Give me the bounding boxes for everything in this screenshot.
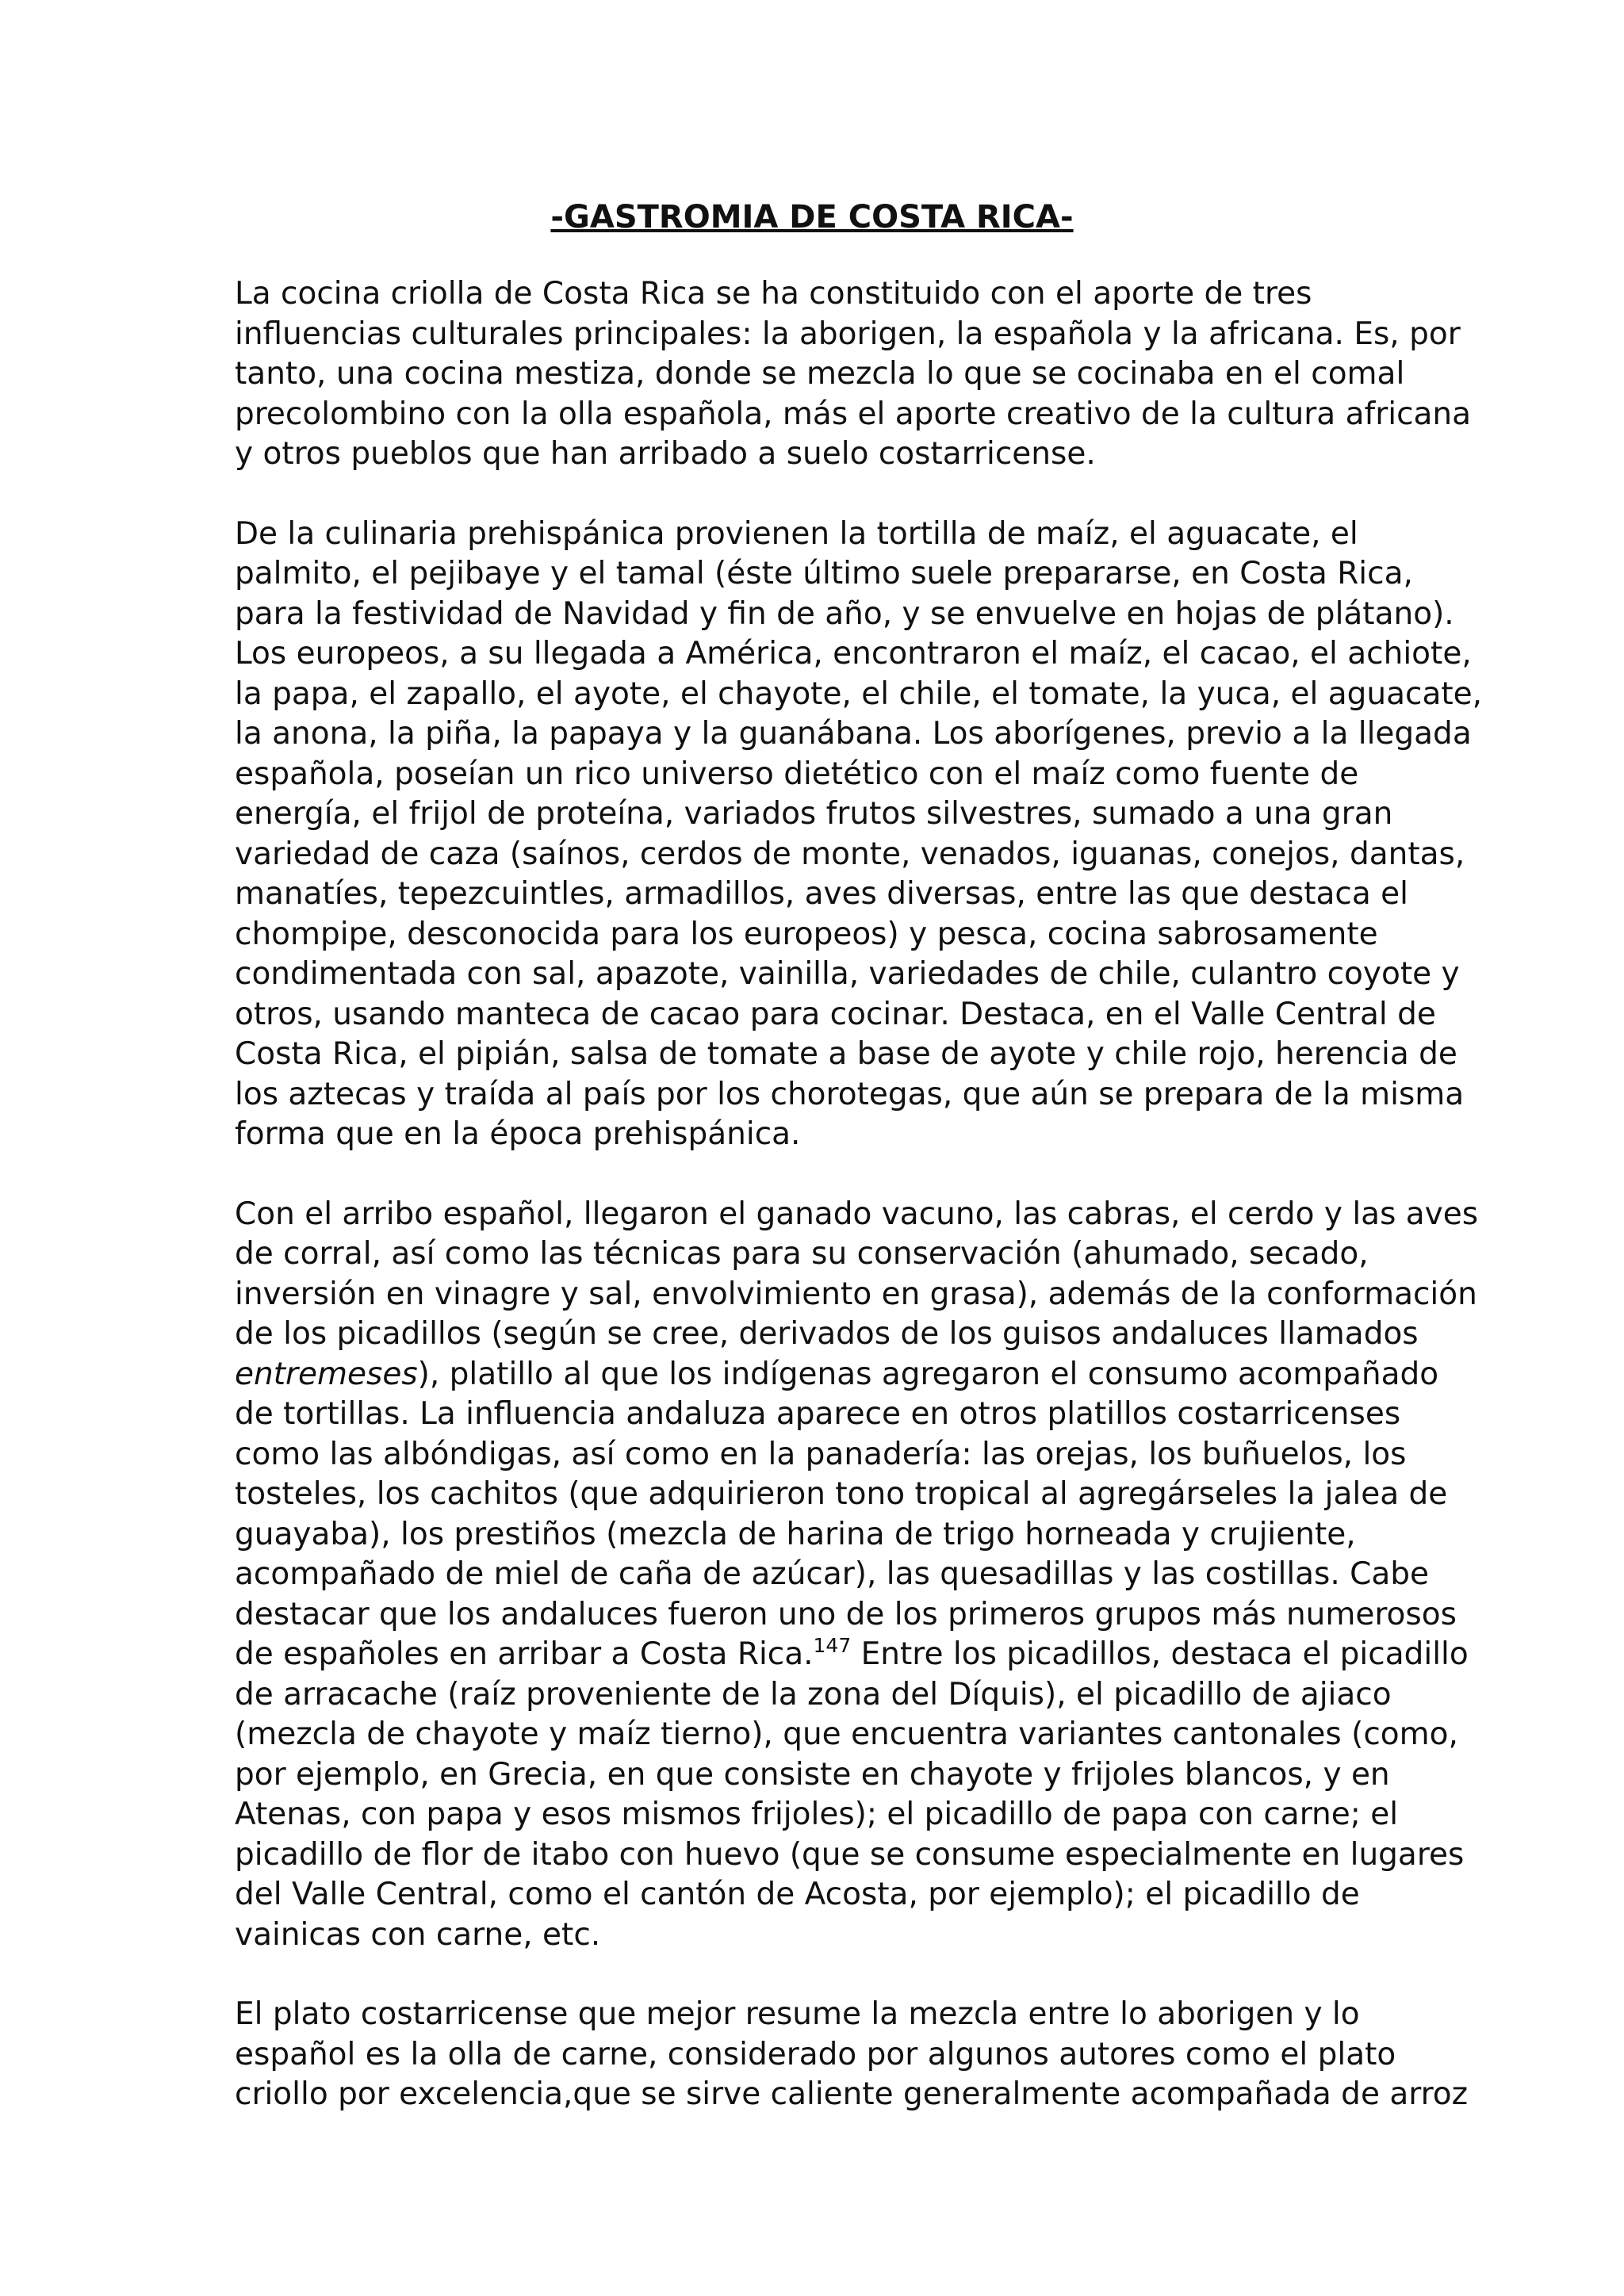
text-line: de tortillas. La influencia andaluza aparece en otros platillos costarricenses (235, 1396, 1401, 1432)
text-line: influencias culturales principales: la aborigen, la española y la africana. Es, por (235, 316, 1461, 352)
italic-term: entremeses (235, 1356, 418, 1392)
text-line: (mezcla de chayote y maíz tierno), que encuentra variantes cantonales (como, (235, 1716, 1458, 1752)
text-line: Atenas, con papa y esos mismos frijoles); el picadillo de papa con carne; el (235, 1797, 1399, 1832)
paragraph-1 (235, 274, 1472, 475)
text-line: de corral, así como las técnicas para su conservación (ahumado, secado, (235, 1236, 1369, 1272)
text-fragment: ), platillo al que los indígenas agregaron el consumo acompañado (417, 1356, 1439, 1392)
text-line: El plato costarricense que mejor resume la mezcla entre lo aborigen y lo (235, 1996, 1360, 2032)
text-line: del Valle Central, como el cantón de Acosta, por ejemplo); el picadillo de (235, 1877, 1360, 1912)
text-line: y otros pueblos que han arribado a suelo costarricense. (235, 436, 1096, 472)
text-fragment: Entre los picadillos, destaca el picadillo (851, 1636, 1469, 1672)
footnote-reference: 147 (813, 1634, 852, 1657)
text-line: Con el arribo español, llegaron el ganado vacuno, las cabras, el cerdo y las aves (235, 1196, 1479, 1232)
text-line: manatíes, tepezcuintles, armadillos, aves diversas, entre las que destaca el (235, 876, 1409, 912)
text-line: la anona, la piña, la papaya y la guanábana. Los aborígenes, previo a la llegada (235, 716, 1472, 752)
text-line: chompipe, desconocida para los europeos) y pesca, cocina sabrosamente (235, 916, 1378, 952)
text-line: picadillo de flor de itabo con huevo (que se consume especialmente en lugares (235, 1836, 1465, 1873)
text-line: condimentada con sal, apazote, vainilla, variedades de chile, culantro coyote y (235, 956, 1460, 992)
text-line: energía, el frijol de proteína, variados frutos silvestres, sumado a una gran (235, 796, 1393, 832)
text-line: destacar que los andaluces fueron uno de los primeros grupos más numerosos (235, 1596, 1457, 1632)
text-line-with-italic (235, 1355, 1439, 1395)
text-line: como las albóndigas, así como en la panadería: las orejas, los buñuelos, los (235, 1436, 1407, 1472)
text-line: otros, usando manteca de cacao para cocinar. Destaca, en el Valle Central de (235, 996, 1436, 1032)
text-fragment: de españoles en arribar a Costa Rica. (235, 1636, 814, 1672)
text-line: Los europeos, a su llegada a América, encontraron el maíz, el cacao, el achiote, (235, 636, 1472, 672)
text-line-with-footnote (235, 1634, 1469, 1675)
text-line: tanto, una cocina mestiza, donde se mezcla lo que se cocinaba en el comal (235, 356, 1405, 392)
paragraph-2 (235, 515, 1483, 1155)
text-line: palmito, el pejibaye y el tamal (éste último suele prepararse, en Costa Rica, (235, 556, 1413, 591)
text-line: guayaba), los prestiños (mezcla de harina de trigo horneada y crujiente, (235, 1516, 1356, 1552)
text-line: para la festividad de Navidad y fin de año, y se envuelve en hojas de plátano). (235, 595, 1454, 632)
text-line: la papa, el zapallo, el ayote, el chayote, el chile, el tomate, la yuca, el aguacate, (235, 675, 1483, 712)
text-line: vainicas con carne, etc. (235, 1916, 601, 1953)
text-line: La cocina criolla de Costa Rica se ha constituido con el aporte de tres (235, 276, 1312, 312)
text-line: inversión en vinagre y sal, envolvimiento en grasa), además de la conformación (235, 1276, 1477, 1312)
text-line: española, poseían un rico universo dietético con el maíz como fuente de (235, 756, 1359, 792)
text-line: criollo por excelencia,que se sirve caliente generalmente acompañada de arroz (235, 2076, 1469, 2112)
document-title: -GASTROMIA DE COSTA RICA- (550, 199, 1074, 235)
text-line: de los picadillos (según se cree, derivados de los guisos andaluces llamados (235, 1316, 1419, 1352)
text-line: De la culinaria prehispánica provienen la tortilla de maíz, el aguacate, el (235, 515, 1358, 552)
text-line: los aztecas y traída al país por los chorotegas, que aún se prepara de la misma (235, 1076, 1465, 1112)
text-line: Costa Rica, el pipián, salsa de tomate a base de ayote y chile rojo, herencia de (235, 1036, 1457, 1072)
paragraph-3 (235, 1195, 1479, 1956)
text-line: por ejemplo, en Grecia, en que consiste en chayote y frijoles blancos, y en (235, 1756, 1390, 1793)
text-line: acompañado de miel de caña de azúcar), las quesadillas y las costillas. Cabe (235, 1556, 1430, 1592)
text-line: forma que en la época prehispánica. (235, 1116, 801, 1152)
paragraph-4 (235, 1995, 1469, 2115)
document-body (235, 274, 1483, 2155)
text-line: de arracache (raíz proveniente de la zona del Díquis), el picadillo de ajiaco (235, 1676, 1392, 1712)
text-line: variedad de caza (saínos, cerdos de monte, venados, iguanas, conejos, dantas, (235, 836, 1465, 872)
text-line: precolombino con la olla española, más el aporte creativo de la cultura africana (235, 396, 1472, 432)
text-line: tosteles, los cachitos (que adquirieron tono tropical al agregárseles la jalea de (235, 1476, 1448, 1512)
text-line: español es la olla de carne, considerado por algunos autores como el plato (235, 2036, 1396, 2072)
